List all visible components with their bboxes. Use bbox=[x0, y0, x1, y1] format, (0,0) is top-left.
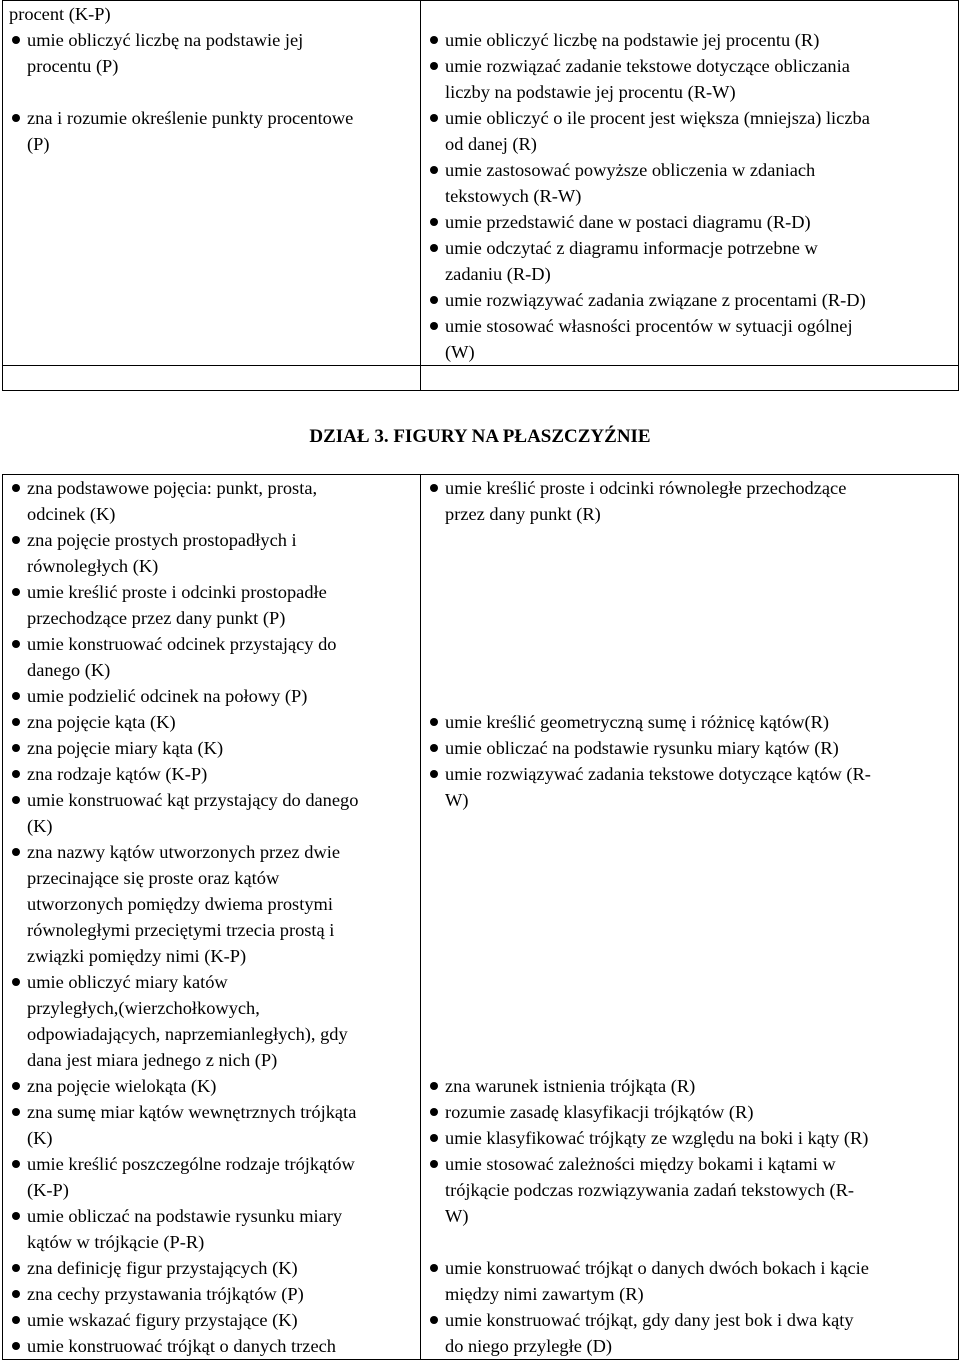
requirement-item: umie wskazać figury przystające (K) bbox=[9, 1307, 416, 1333]
requirement-item: zna cechy przystawania trójkątów (P) bbox=[9, 1281, 416, 1307]
requirement-item: umie odczytać z diagramu informacje potrzebne w bbox=[427, 235, 954, 261]
requirement-item: zna rodzaje kątów (K-P) bbox=[9, 761, 416, 787]
requirement-item: umie rozwiązać zadanie tekstowe dotyczące obliczania bbox=[427, 53, 954, 79]
requirement-continuation: W) bbox=[445, 790, 469, 810]
requirement-continuation: równoległymi przeciętymi trzecia prostą i bbox=[27, 920, 335, 940]
requirement-item: umie obliczyć liczbę na podstawie jej procentu (R) bbox=[427, 27, 954, 53]
spacer bbox=[427, 657, 954, 683]
requirement-continuation: tekstowych (R-W) bbox=[445, 186, 582, 206]
requirement-continuation: między nimi zawartym (R) bbox=[445, 1284, 644, 1304]
section-heading: DZIAŁ 3. FIGURY NA PŁASZCZYŹNIE bbox=[309, 426, 651, 447]
requirement-item: zna pojęcie wielokąta (K) bbox=[9, 1073, 416, 1099]
requirement-item: zna warunek istnienia trójkąta (R) bbox=[427, 1073, 954, 1099]
spacer bbox=[9, 79, 416, 105]
table-row-empty bbox=[3, 366, 959, 391]
requirement-continuation: równoległych (K) bbox=[27, 556, 159, 576]
requirement-continuation: do niego przyległe (D) bbox=[445, 1336, 612, 1356]
requirement-item: zna pojęcie miary kąta (K) bbox=[9, 735, 416, 761]
requirement-continuation: (K-P) bbox=[27, 1180, 69, 1200]
requirement-continuation: przyległych,(wierzchołkowych, bbox=[27, 998, 260, 1018]
requirement-item: rozumie zasadę klasyfikacji trójkątów (R) bbox=[427, 1099, 954, 1125]
requirement-item: umie konstruować trójkąt, gdy dany jest bok i dwa kąty bbox=[427, 1307, 954, 1333]
requirement-item: zna pojęcie prostych prostopadłych i bbox=[9, 527, 416, 553]
spacer bbox=[427, 969, 954, 995]
requirement-continuation: procentu (P) bbox=[27, 56, 119, 76]
spacer bbox=[427, 1, 954, 27]
requirement-item: umie klasyfikować trójkąty ze względu na boki i kąty (R) bbox=[427, 1125, 954, 1151]
requirement-item: umie konstruować kąt przystający do danego bbox=[9, 787, 416, 813]
requirement-item: umie obliczyć miary katów bbox=[9, 969, 416, 995]
requirement-item: umie konstruować trójkąt o danych trzech bbox=[9, 1333, 416, 1359]
spacer bbox=[427, 839, 954, 865]
requirement-item: umie konstruować trójkąt o danych dwóch bokach i kącie bbox=[427, 1255, 954, 1281]
requirement-continuation: trójkącie podczas rozwiązywania zadań tekstowych (R- bbox=[445, 1180, 855, 1200]
requirements-table-bottom bbox=[2, 474, 959, 1360]
requirement-continuation: liczby na podstawie jej procentu (R-W) bbox=[445, 82, 736, 102]
requirement-continuation: przechodzące przez dany punkt (P) bbox=[27, 608, 286, 628]
requirement-continuation: utworzonych pomiędzy dwiema prostymi bbox=[27, 894, 333, 914]
requirement-item: umie kreślić poszczególne rodzaje trójkątów bbox=[9, 1151, 416, 1177]
requirement-item: umie obliczyć o ile procent jest większa (mniejsza) liczba bbox=[427, 105, 954, 131]
requirement-item: zna definicję figur przystających (K) bbox=[9, 1255, 416, 1281]
requirement-continuation: odcinek (K) bbox=[27, 504, 116, 524]
requirement-item: umie kreślić proste i odcinki prostopadłe bbox=[9, 579, 416, 605]
requirement-continuation: (K) bbox=[27, 816, 53, 836]
spacer bbox=[427, 527, 954, 553]
requirement-item: umie obliczać na podstawie rysunku miary bbox=[9, 1203, 416, 1229]
spacer bbox=[427, 813, 954, 839]
requirement-continuation: związki pomiędzy nimi (K-P) bbox=[27, 946, 247, 966]
requirement-item: umie obliczyć liczbę na podstawie jej bbox=[9, 27, 416, 53]
requirement-continuation: (W) bbox=[445, 342, 475, 362]
spacer bbox=[427, 891, 954, 917]
basic-requirements-cell bbox=[3, 475, 421, 1360]
requirement-item: zna nazwy kątów utworzonych przez dwie bbox=[9, 839, 416, 865]
table-row bbox=[3, 1, 959, 366]
spacer bbox=[427, 943, 954, 969]
requirement-item: umie stosować zależności między bokami i kątami w bbox=[427, 1151, 954, 1177]
requirement-continuation: od danej (R) bbox=[445, 134, 537, 154]
requirement-item: umie kreślić geometryczną sumę i różnicę kątów(R) bbox=[427, 709, 954, 735]
requirement-continuation: zadaniu (R-D) bbox=[445, 264, 551, 284]
requirement-item: umie rozwiązywać zadania związane z procentami (R-D) bbox=[427, 287, 954, 313]
spacer bbox=[427, 683, 954, 709]
requirement-item: umie obliczać na podstawie rysunku miary kątów (R) bbox=[427, 735, 954, 761]
advanced-requirements-cell bbox=[421, 475, 959, 1360]
requirement-continuation: przez dany punkt (R) bbox=[445, 504, 601, 524]
requirement-continuation: odpowiadających, naprzemianległych), gdy bbox=[27, 1024, 348, 1044]
spacer bbox=[427, 1047, 954, 1073]
requirement-item: umie zastosować powyższe obliczenia w zdaniach bbox=[427, 157, 954, 183]
requirement-continuation: przecinające się proste oraz kątów bbox=[27, 868, 280, 888]
spacer bbox=[427, 1229, 954, 1255]
spacer bbox=[427, 917, 954, 943]
spacer bbox=[427, 605, 954, 631]
requirement-item: umie kreślić proste i odcinki równoległe przechodzące bbox=[427, 475, 954, 501]
spacer bbox=[427, 631, 954, 657]
requirement-continuation: kątów w trójkącie (P-R) bbox=[27, 1232, 205, 1252]
spacer bbox=[427, 1021, 954, 1047]
spacer bbox=[427, 865, 954, 891]
requirement-item: umie konstruować odcinek przystający do bbox=[9, 631, 416, 657]
spacer bbox=[427, 995, 954, 1021]
requirement-continuation: dana jest miara jednego z nich (P) bbox=[27, 1050, 278, 1070]
advanced-requirements-cell bbox=[421, 1, 959, 366]
requirement-continuation: (P) bbox=[27, 134, 50, 154]
requirement-item: umie podzielić odcinek na połowy (P) bbox=[9, 683, 416, 709]
requirements-table-top bbox=[2, 0, 959, 391]
requirement-item: zna sumę miar kątów wewnętrznych trójkąta bbox=[9, 1099, 416, 1125]
requirement-item: umie stosować własności procentów w sytuacji ogólnej bbox=[427, 313, 954, 339]
requirement-item: umie przedstawić dane w postaci diagramu (R-D) bbox=[427, 209, 954, 235]
requirement-item: zna podstawowe pojęcia: punkt, prosta, bbox=[9, 475, 416, 501]
requirement-continuation: W) bbox=[445, 1206, 469, 1226]
basic-requirements-cell bbox=[3, 1, 421, 366]
table-row bbox=[3, 475, 959, 1360]
requirement-item: zna pojęcie kąta (K) bbox=[9, 709, 416, 735]
requirement-continuation: (K) bbox=[27, 1128, 53, 1148]
spacer bbox=[427, 579, 954, 605]
requirement-item: zna i rozumie określenie punkty procentowe bbox=[9, 105, 416, 131]
requirement-continuation: danego (K) bbox=[27, 660, 111, 680]
requirement-item: umie rozwiązywać zadania tekstowe dotyczące kątów (R- bbox=[427, 761, 954, 787]
requirement-continuation: procent (K-P) bbox=[9, 4, 111, 24]
spacer bbox=[427, 553, 954, 579]
